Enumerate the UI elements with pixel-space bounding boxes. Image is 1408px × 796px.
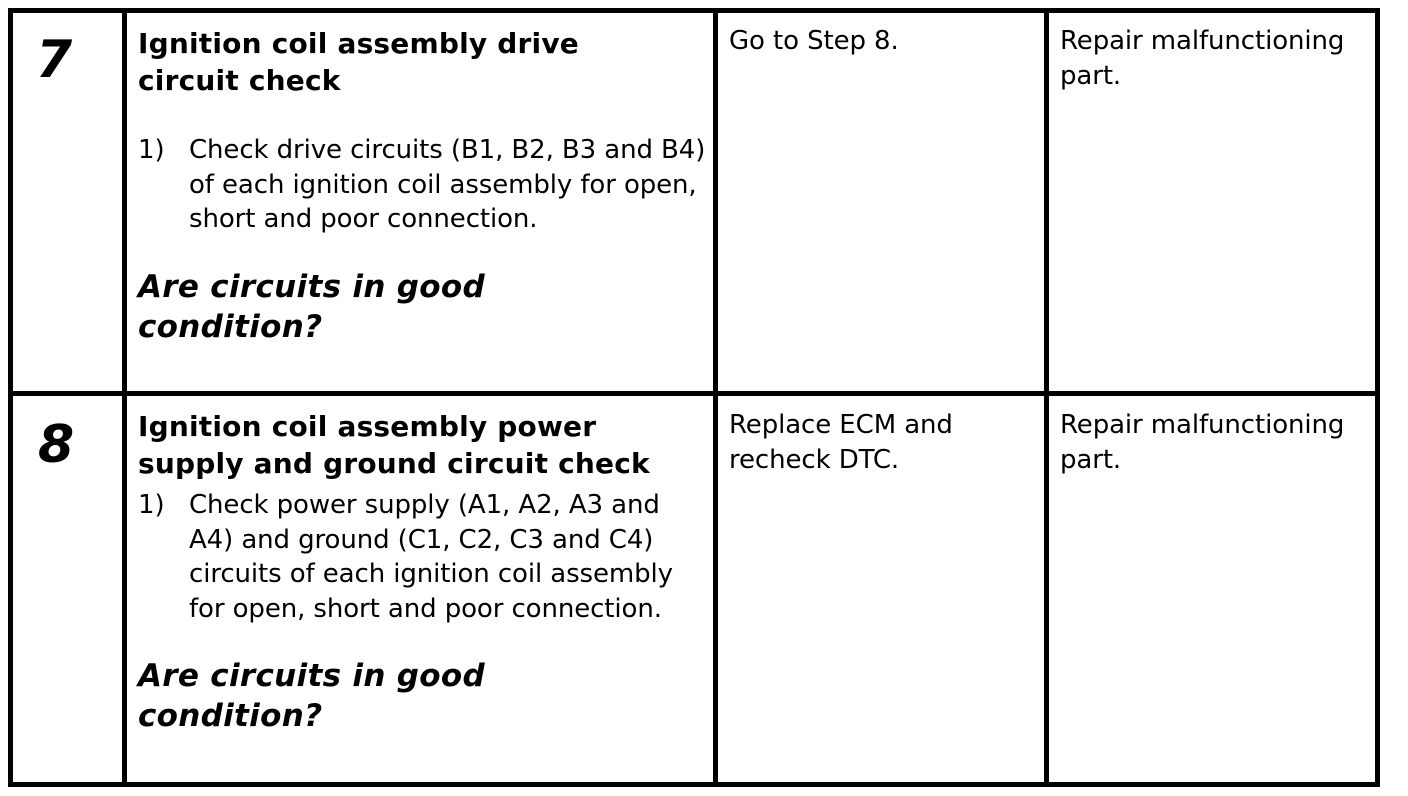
- row-divider: [8, 391, 1380, 396]
- list-item-text: Check drive circuits (B1, B2, B3 and B4) of each ignition coil assembly for open, short and poor connection.: [189, 135, 706, 234]
- step-title: Ignition coil assembly drive circuit check: [138, 27, 579, 97]
- action-cell: [138, 408, 708, 736]
- step-number: 8: [38, 415, 74, 475]
- list-item: [138, 133, 708, 237]
- check-question: Are circuits in good condition?: [138, 658, 485, 734]
- table-border-left: [8, 8, 13, 787]
- action-cell: [138, 25, 708, 347]
- no-action: Repair malfunctioning part.: [1060, 26, 1345, 91]
- list-item-text: Check power supply (A1, A2, A3 and A4) and ground (C1, C2, C3 and C4) circuits of each ignition coil assembly for open, short and poor connection.: [189, 490, 673, 624]
- yes-action: Replace ECM and recheck DTC.: [729, 410, 953, 475]
- list-item-number: 1): [138, 135, 165, 165]
- list-item: [138, 488, 708, 626]
- yes-action: Go to Step 8.: [729, 26, 899, 56]
- column-divider-action: [713, 8, 718, 787]
- check-question: Are circuits in good condition?: [138, 268, 485, 345]
- column-divider-step: [122, 8, 127, 787]
- no-action: Repair malfunctioning part.: [1060, 410, 1345, 475]
- table-border-right: [1375, 8, 1380, 787]
- table-border-bottom: [8, 782, 1380, 787]
- table-border-top: [8, 8, 1380, 13]
- column-divider-yes: [1044, 8, 1049, 787]
- step-title: Ignition coil assembly power supply and ground circuit check: [138, 410, 650, 480]
- list-item-number: 1): [138, 490, 165, 520]
- step-number: 7: [36, 30, 72, 90]
